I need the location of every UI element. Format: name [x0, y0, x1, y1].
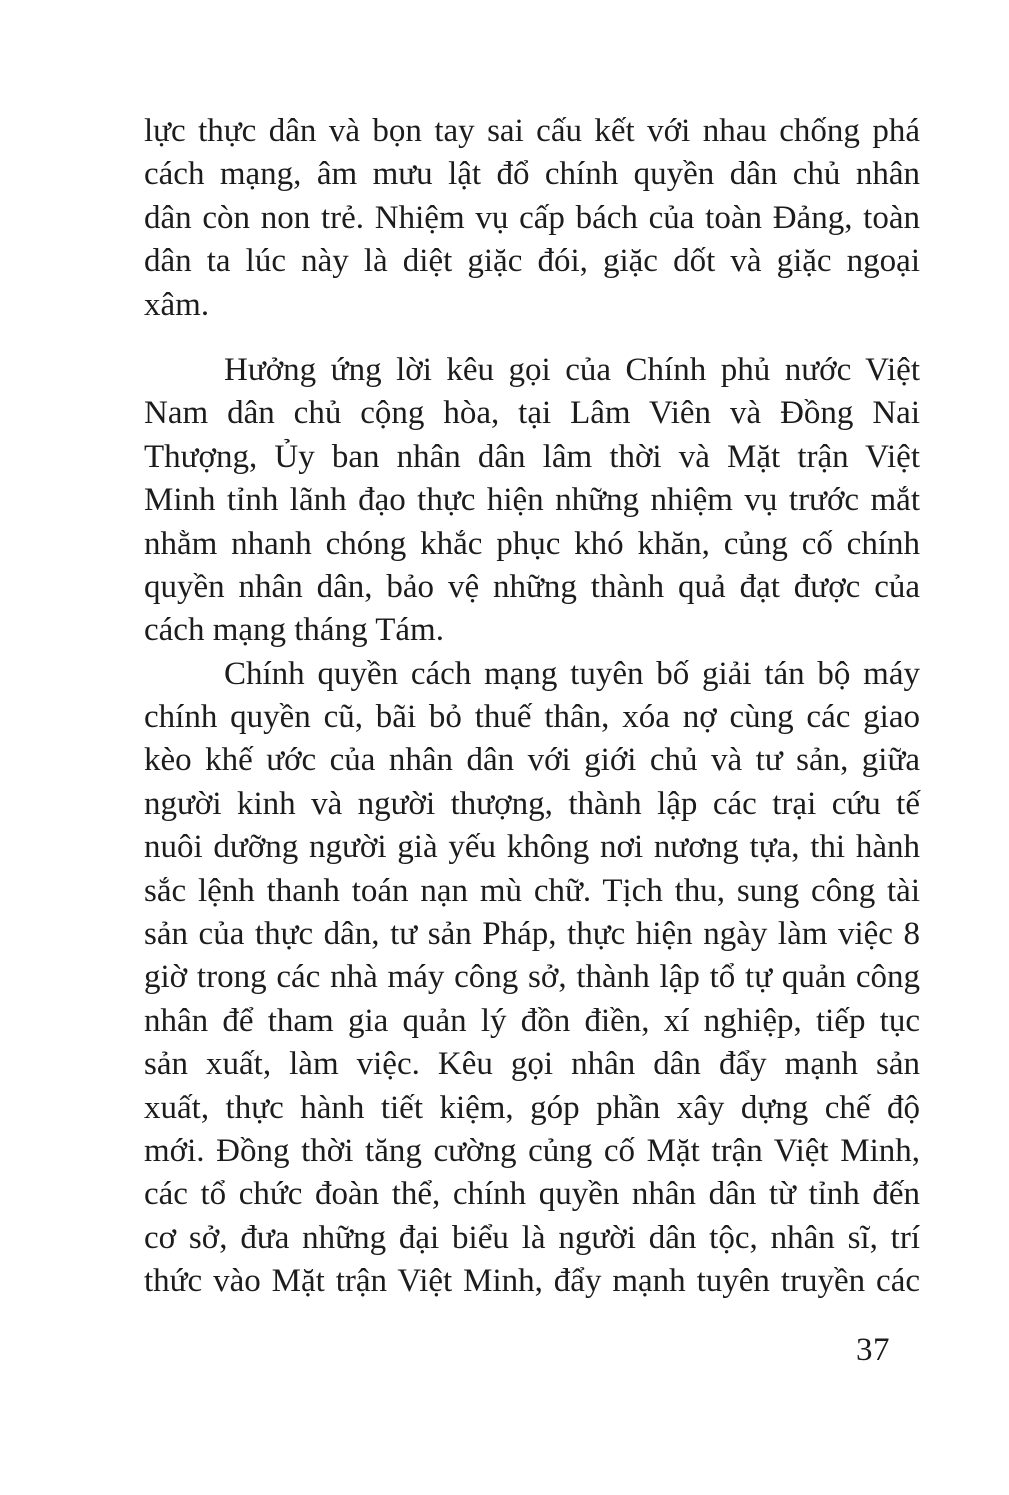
paragraph — [144, 349, 920, 653]
text-line: kèo khế ước của nhân dân với giới chủ và tư sản, giữa — [144, 742, 920, 779]
text-line: xâm. — [144, 286, 210, 323]
text-line: Nam dân chủ cộng hòa, tại Lâm Viên và Đồng Nai — [144, 395, 920, 432]
text-line: Chính quyền cách mạng tuyên bố giải tán bộ máy — [224, 655, 920, 692]
text-line: cách mạng tháng Tám. — [144, 612, 444, 649]
text-line: nhằm nhanh chóng khắc phục khó khăn, củng cố chính — [144, 525, 920, 562]
text-line: dân còn non trẻ. Nhiệm vụ cấp bách của toàn Đảng, toàn — [144, 199, 920, 236]
text-line: quyền nhân dân, bảo vệ những thành quả đạt được của — [144, 568, 920, 605]
paragraph-gap — [144, 327, 920, 349]
paragraph — [144, 653, 920, 1304]
text-line: dân ta lúc này là diệt giặc đói, giặc dốt và giặc ngoại — [144, 243, 920, 280]
text-line: giờ trong các nhà máy công sở, thành lập tổ tự quản công — [144, 959, 920, 996]
text-line: Thượng, Ủy ban nhân dân lâm thời và Mặt trận Việt — [144, 438, 920, 475]
text-line: lực thực dân và bọn tay sai cấu kết với nhau chống phá — [144, 113, 920, 149]
page-number: 37 — [856, 1332, 890, 1368]
text-line: sản xuất, làm việc. Kêu gọi nhân dân đẩy mạnh sản — [144, 1046, 920, 1083]
body-text — [144, 110, 920, 1304]
text-line: sắc lệnh thanh toán nạn mù chữ. Tịch thu, sung công tài — [144, 872, 920, 909]
text-line: nuôi dưỡng người già yếu không nơi nương tựa, thi hành — [144, 829, 920, 866]
text-line: cơ sở, đưa những đại biểu là người dân tộc, nhân sĩ, trí — [144, 1219, 920, 1256]
text-line: chính quyền cũ, bãi bỏ thuế thân, xóa nợ cùng các giao — [144, 699, 920, 736]
text-line: nhân để tham gia quản lý đồn điền, xí nghiệp, tiếp tục — [144, 1002, 920, 1039]
text-line: thức vào Mặt trận Việt Minh, đẩy mạnh tuyên truyền các — [144, 1263, 920, 1300]
text-line: xuất, thực hành tiết kiệm, góp phần xây dựng chế độ — [144, 1089, 920, 1126]
text-line: mới. Đồng thời tăng cường củng cố Mặt trận Việt Minh, — [144, 1132, 920, 1169]
text-line: cách mạng, âm mưu lật đổ chính quyền dân chủ nhân — [144, 156, 920, 193]
paragraph — [144, 110, 920, 327]
text-line: các tổ chức đoàn thể, chính quyền nhân dân từ tỉnh đến — [144, 1176, 920, 1213]
text-line: sản của thực dân, tư sản Pháp, thực hiện ngày làm việc 8 — [144, 916, 920, 953]
text-line: Minh tỉnh lãnh đạo thực hiện những nhiệm vụ trước mắt — [144, 482, 920, 519]
text-line: người kinh và người thượng, thành lập các trại cứu tế — [144, 785, 920, 822]
text-line: Hưởng ứng lời kêu gọi của Chính phủ nước Việt — [224, 351, 920, 388]
